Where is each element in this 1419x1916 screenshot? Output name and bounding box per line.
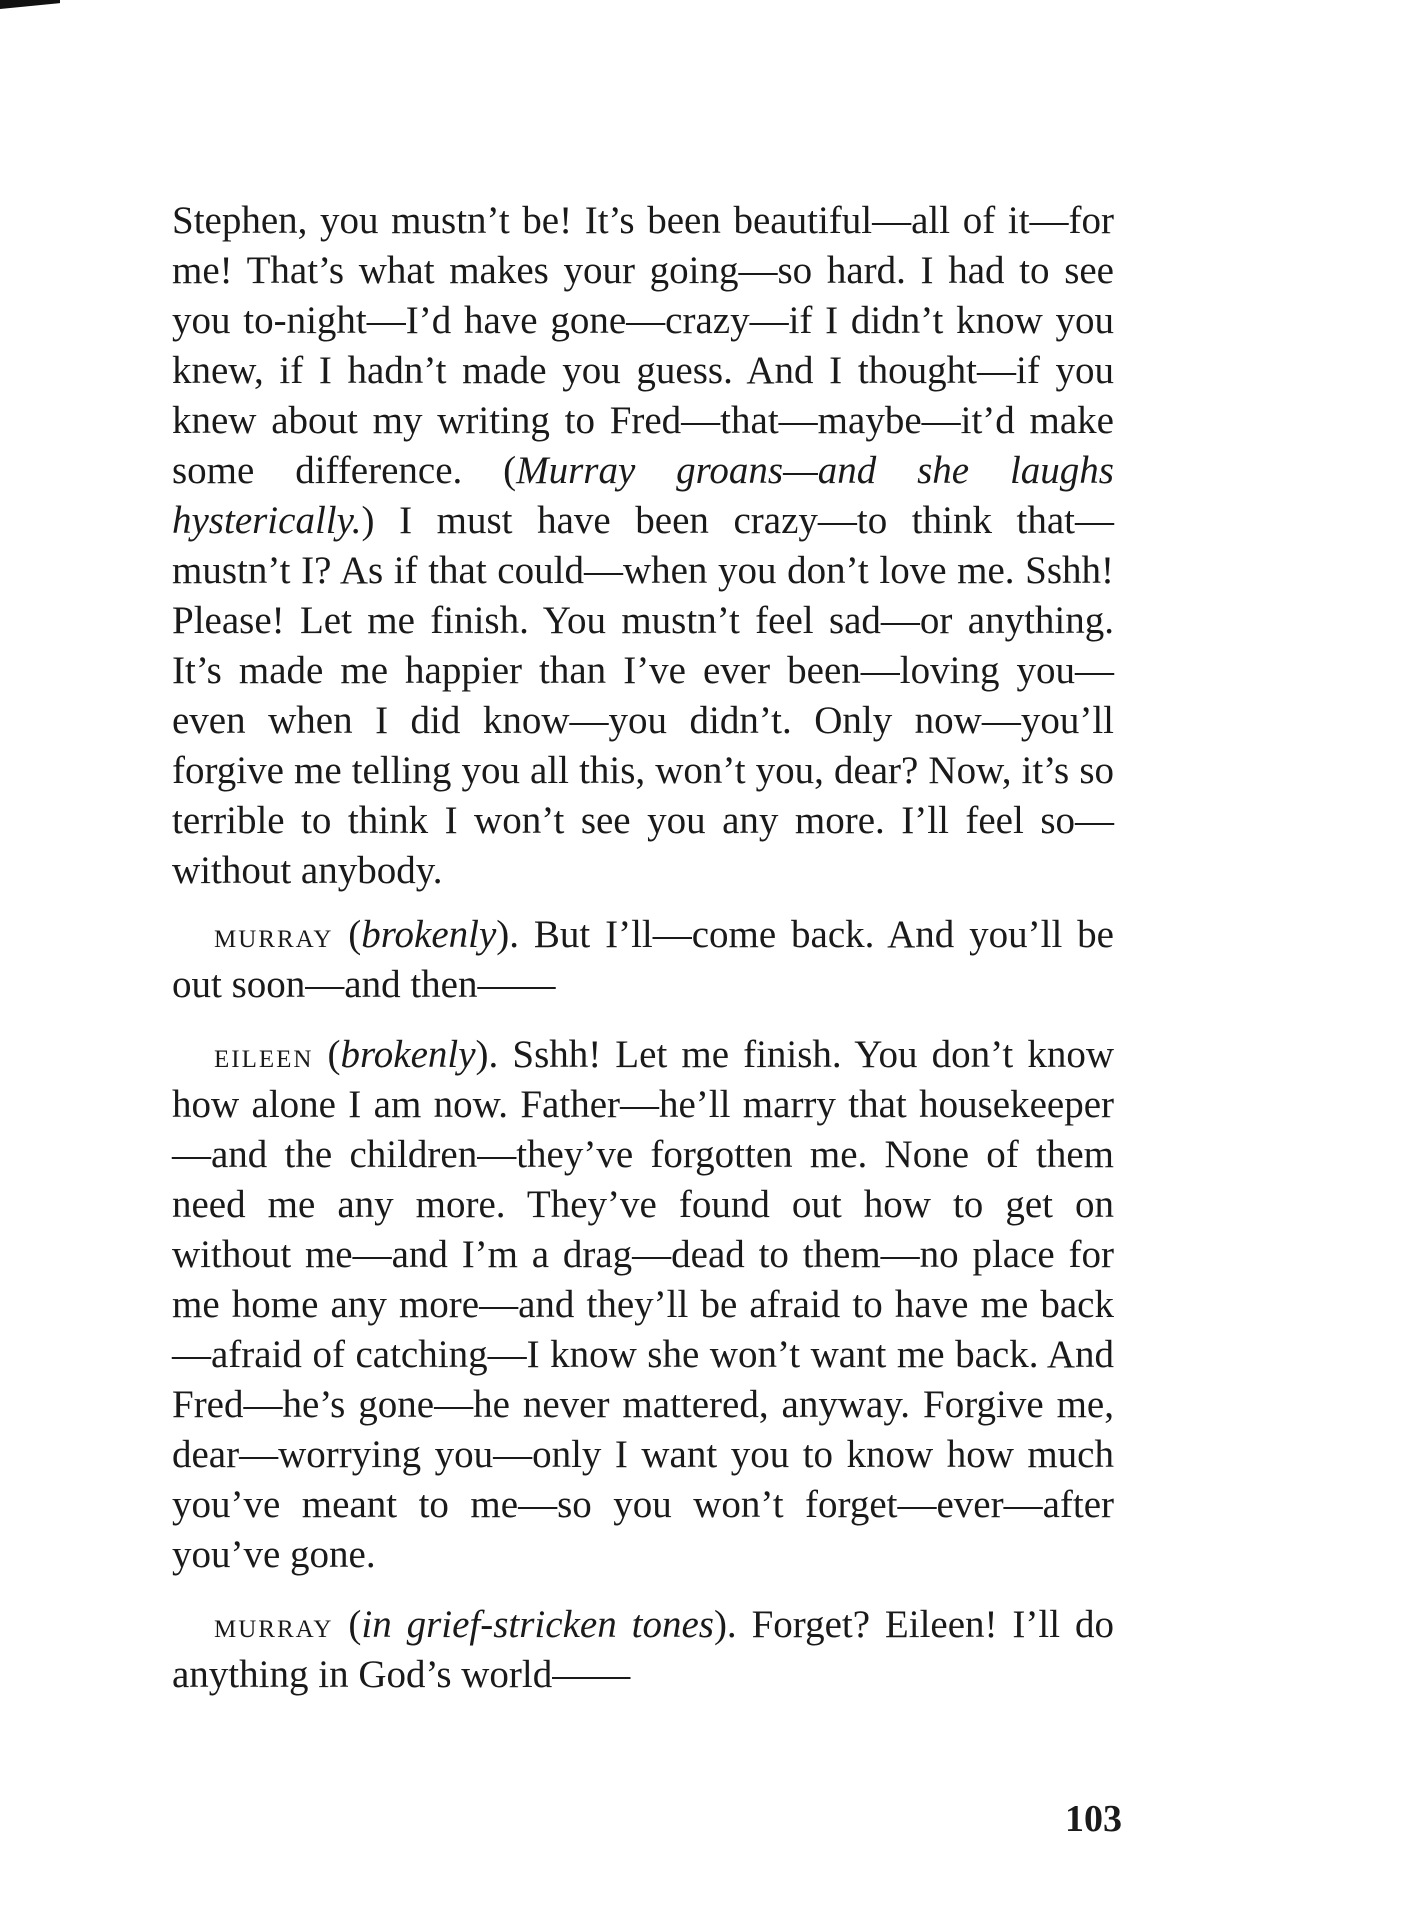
direction-open: ( <box>333 913 362 956</box>
direction-close: ). <box>713 1603 752 1646</box>
speech-text: But I’ll—come back. And you’ll be out soon—and then—— <box>172 913 1114 1006</box>
scan-edge-mark <box>0 0 60 9</box>
page-body <box>172 196 1114 1700</box>
paragraph-murray-speech-final <box>172 1600 1114 1700</box>
paragraph-eileen-speech <box>172 1030 1114 1580</box>
direction-open: ( <box>313 1033 341 1076</box>
stage-direction: brokenly <box>340 1033 476 1076</box>
paragraph-text: ) I must have been crazy—to think that—mustn’t I? As if that could—when you don’t love me. Sshh! Please! Let me finish. You mustn’t feel sad—or anything. It’s made me happier than I’ve ever been—loving you—even when I did know—you didn’t. Only now—you’ll forgive me telling you all this, won’t you, dear? Now, it’s so terrible to think I won’t see you any more. I’ll feel so—without anybody. <box>172 499 1114 892</box>
paragraph-text: Stephen, you mustn’t be! It’s been beautiful—all of it—for me! That’s what makes your going—so hard. I had to see you to-night—I’d have gone—crazy—if I didn’t know you knew, if I hadn’t made you guess. And I thought—if you knew about my writing to Fred—that—maybe—it’d make some difference. ( <box>172 199 1114 492</box>
speech-text: Sshh! Let me finish. You don’t know how alone I am now. Father—he’ll marry that housekeeper—and the children—they’ve forgotten me. None of them need me any more. They’ve found out how to get on without me—and I’m a drag—dead to them—no place for me home any more—and they’ll be afraid to have me back—afraid of catching—I know she won’t want me back. And Fred—he’s gone—he never mattered, anyway. Forgive me, dear—worrying you—only I want you to know how much you’ve meant to me—so you won’t forget—ever—after you’ve gone. <box>172 1033 1114 1576</box>
direction-close: ). <box>496 913 534 956</box>
page-number: 103 <box>1065 1798 1122 1840</box>
speech-text: Forget? Eileen! I’ll do anything in God’s world—— <box>172 1603 1114 1696</box>
direction-close: ). <box>475 1033 513 1076</box>
paragraph-murray-speech <box>172 910 1114 1010</box>
paragraph-eileen-continuation <box>172 196 1114 896</box>
stage-direction: in grief-stricken tones <box>361 1603 714 1646</box>
speaker-name: murray <box>214 915 334 955</box>
stage-direction: Murray groans—and she laughs hysterically. <box>172 449 1114 542</box>
direction-open: ( <box>333 1603 362 1646</box>
speaker-name: murray <box>214 1605 334 1645</box>
stage-direction: brokenly <box>361 913 497 956</box>
speaker-name: eileen <box>214 1035 314 1075</box>
